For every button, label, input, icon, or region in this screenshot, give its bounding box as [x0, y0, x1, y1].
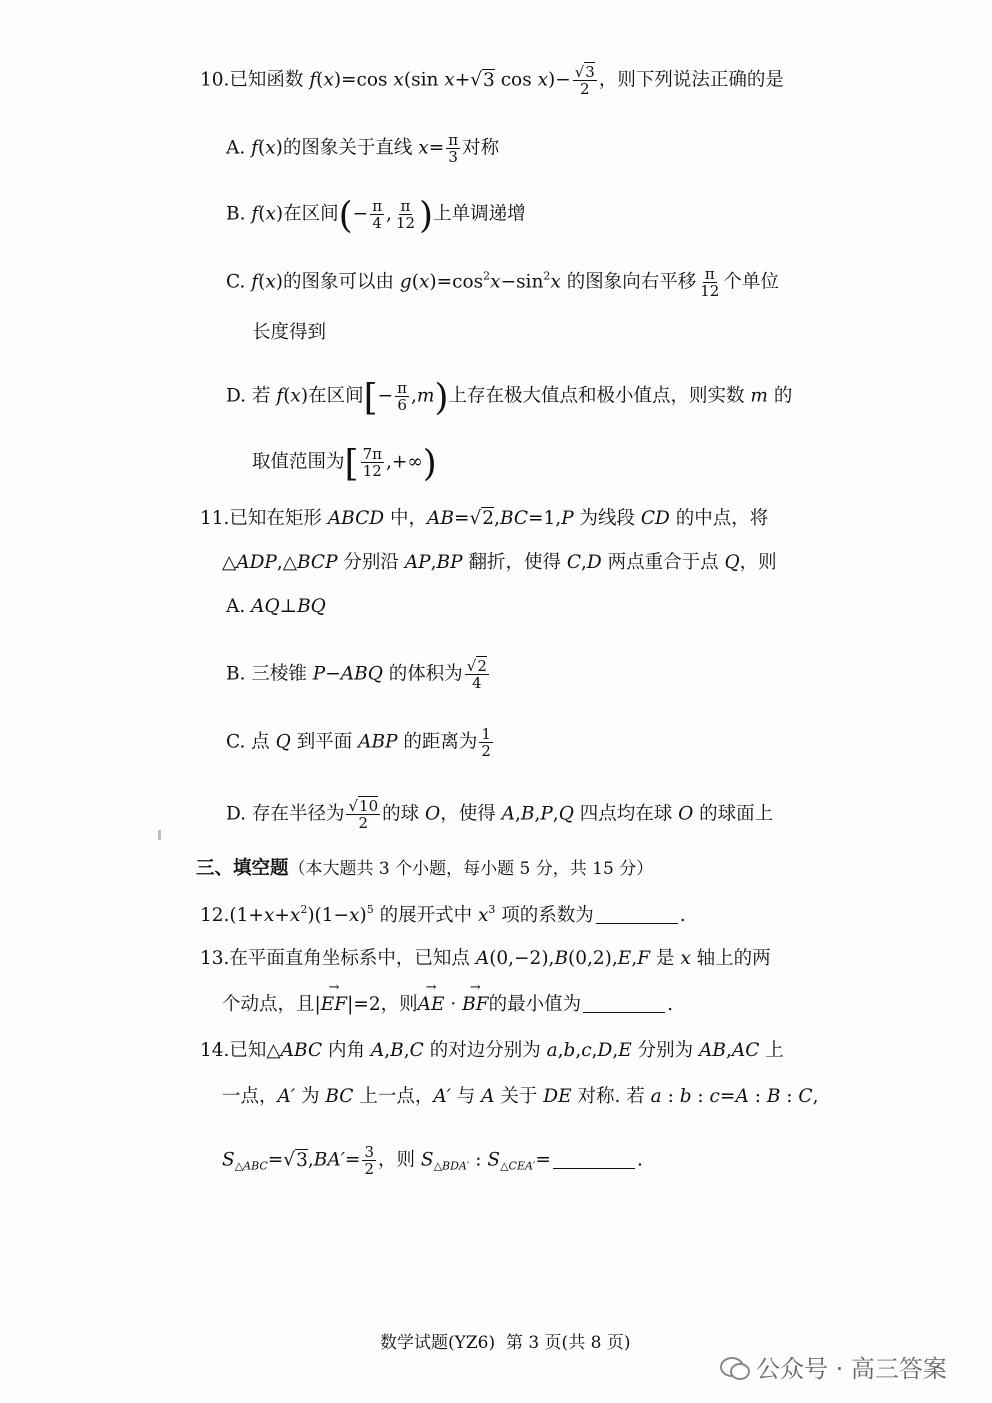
- q14-line2: 一点，A′ 为 BC 上一点，A′ 与 A 关于 DE 对称. 若 a : b : c=A : B : C,: [222, 1086, 819, 1107]
- page-footer: 数学试题(YZ6) 第 3 页(共 8 页): [380, 1333, 631, 1353]
- q14-line3: $S_{\triangle ABC}=√3,BA'=$ $\frac{3}{2}$ ，则 $S_{\triangle BDA'}$ : $S_{\triangle CEA'}=$ .: [222, 1143, 643, 1178]
- q14-line1: 14.已知△ABC 内角 A,B,C 的对边分别为 a,b,c,D,E 分别为 AB,AC 上: [200, 1040, 784, 1061]
- q12-answer-blank: [596, 907, 678, 924]
- section3-heading: 三、填空题（本大题共 3 个小题，每小题 5 分，共 15 分）: [196, 858, 654, 879]
- q10-option-c: C. f(x)的图象可以由 $g(x)=\cos^2x-\sin^2x$ 的图象向右平移 $\frac{\pi}{12}$ 个单位: [226, 265, 779, 300]
- q13-line2: 个动点，且|→ EF|=2，则→ AE · → BF的最小值为 .: [222, 996, 673, 1015]
- q11-option-d: D. 存在半径为 $\frac{√10}{2}$ 的球 O，使得 A,B,P,Q 四点均在球 O 的球面上: [226, 797, 774, 832]
- q10-option-d: D. 若 f(x)在区间[− $\frac{\pi}{6}$ ,m)上存在极大值点和极小值点，则实数 m 的: [226, 377, 793, 419]
- q10-option-a: A. f(x)的图象关于直线 x= $\frac{\pi}{3}$ 对称: [226, 131, 500, 166]
- q12: $12.(1+x+x^2)(1-x)^5$ 的展开式中 $x^3$ 项的系数为 .: [200, 903, 686, 926]
- q11-option-a: A. AQ⊥BQ: [226, 596, 326, 617]
- q10-option-b: B. f(x)在区间(− $\frac{\pi}{4}$ , $\frac{\pi}{12}$ )上单调递增: [226, 195, 526, 237]
- q11-option-c: C. 点 Q 到平面 ABP 的距离为 $\frac{1}{2}$: [226, 725, 491, 760]
- q11-stem-line1: 11.已知在矩形 ABCD 中，AB=√2,BC=1,P 为线段 CD 的中点，将: [200, 508, 769, 529]
- q10-option-c-cont: 长度得到: [252, 322, 327, 343]
- q13-line1: 13.在平面直角坐标系中，已知点 A(0,−2),B(0,2),E,F 是 x 轴上的两: [200, 948, 771, 969]
- scan-mark: [158, 830, 161, 840]
- watermark: 公众号 · 高三答案: [720, 1349, 947, 1384]
- q11-stem-line2: △ADP,△BCP 分别沿 AP,BP 翻折，使得 C,D 两点重合于点 Q，则: [222, 552, 777, 573]
- q13-answer-blank: [583, 996, 665, 1013]
- q14-answer-blank: [553, 1152, 635, 1169]
- q11-option-b: B. 三棱锥 P−ABQ 的体积为 $\frac{√2}{4}$: [226, 657, 487, 692]
- wechat-icon: [720, 1355, 750, 1379]
- q10-stem: 10.已知函数 f(x)=cos x(sin x+√3 cos x)− $\frac{√3}{2}$ ，则下列说法正确的是: [200, 63, 784, 98]
- q10-option-d-cont: 取值范围为[ $\frac{7\pi}{12}$ ,+∞): [252, 443, 437, 485]
